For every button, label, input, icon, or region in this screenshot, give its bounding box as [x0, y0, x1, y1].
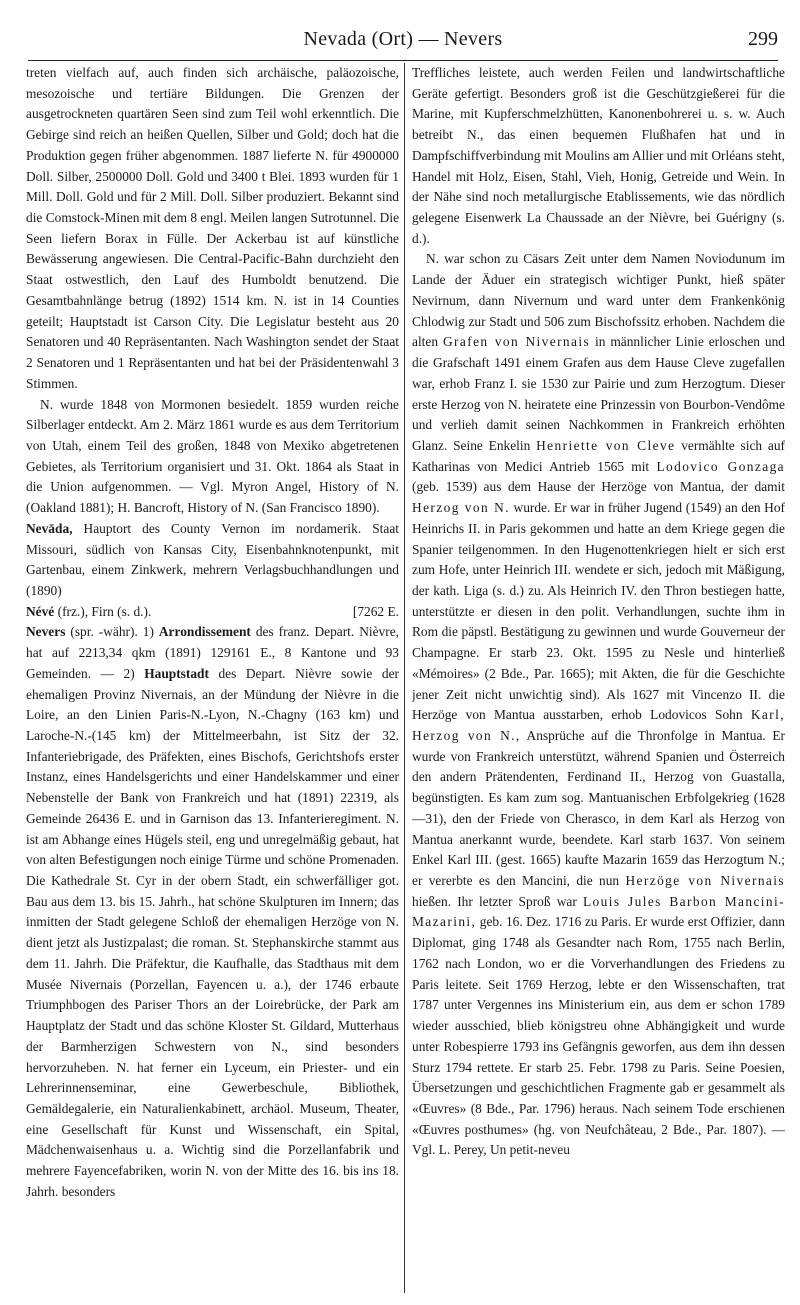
- subhead-hauptstadt: Hauptstadt: [144, 665, 209, 681]
- entry-text: (geb. 1539) aus dem Hause der Herzöge von Mantua, der damit: [412, 479, 785, 495]
- spaced-herzog-von-n: Herzog von N.: [412, 500, 510, 516]
- entry-text: des Depart. Nièvre sowie der ehemaligen Provinz Nivernais, an der Mündung der Nièvre in die Loire, an den Linien Paris-N.-Lyon, N.-Chagny (163 km) und Laroche-N.-(145 km) der Mittelmeerbahn, ist Sitz der 32. Infanteriebrigade, des Präfekten, eines Bischofs, Gerichtshofs erster Instanz, eines Handelsgerichts und einer Handelskammer und einer Nebenstelle der Bank von Frankreich und hat (1891) 22319, als Gemeinde 26436 E. und in Garnison das 13. Infanterieregiment. N. ist am Abhange eines Hügels steil, eng und unregelmäßig gebaut, hat von alten Befestigungen noch einige Türme und schöne Promenaden. Die Kathedrale St. Cyr in der obern Stadt, ein schwerfälliger got. Bau aus dem 13. bis 15. Jahrh., hat schöne Skulpturen im Innern; das inmitten der Stadt gelegene Schloß der ehemaligen Herzöge von N. dient jetzt als Justizpalast; die roman. St. Stephanskirche stammt aus dem 11. Jahrh. Die Präfektur, die Kaufhalle, das Stadthaus mit dem Musée Nivernais (Porzellan, Fayencen u. a.), der 1746 erbaute Triumphbogen des Pariser Thors an der Loirebrücke, der Park am Hauptplatz der Stadt und das schöne Kloster St. Gildard, Mutterhaus der Barmherzigen Schwestern von N., sind besonders hervorzuheben. N. hat ferner ein Lyceum, ein Priester- und ein Lehrerinnenseminar, eine Gewerbeschule, Bibliothek, Gemäldegalerie, ein Naturalienkabinett, archäol. Museum, Theater, eine Gesellschaft für Kunst und Wissenschaft, ein Spital, Mädchenwaisenhaus u. a. Wichtig sind die Porzellanfabrik und mehrere Fayencefabriken, worin N. von der Mitte des 16. bis ins 18. Jahrh. besonders: [26, 665, 399, 1199]
- nevers-history-paragraph: [412, 249, 785, 1161]
- entry-text: hießen. Ihr letzter Sproß war: [412, 893, 583, 909]
- entry-text: vermählte sich auf Katharinas von Medici Antrieb 1565 mit: [412, 437, 785, 474]
- entry-text: des franz. Depart. Nièvre, hat auf 2213,34 qkm (1891) 129161 E., 8 Kantone und 93 Gemeinden. — 2): [26, 624, 399, 681]
- spaced-grafen-von-nivernais: Grafen von Nivernais: [442, 334, 591, 350]
- entry-neve: [26, 602, 399, 623]
- entry-nevada-missouri: [26, 519, 399, 602]
- header-rule: [28, 60, 778, 61]
- right-column: [412, 63, 785, 1293]
- page-header: [28, 28, 778, 58]
- entry-text: N. war schon zu Cäsars Zeit unter dem Namen Noviodunum im Lande der Äduer ein strategisch wichtiger Punkt, hieß später Nevirnum, dann Nivernum und ward unter dem Frankenkönig Chlodwig zur Stadt und 506 zum Bischofssitz erhoben. Nachdem die alten: [412, 251, 785, 350]
- spaced-herzoege-von-nivernais: Herzöge von Nivernais: [625, 873, 785, 889]
- spaced-henriette-von-cleve: Henriette von Cleve: [536, 437, 676, 453]
- nevada-state-continuation: treten vielfach auf, auch finden sich archäische, paläozoische, mesozoische und tertiäre Bildungen. Die Grenzen der ausgetrockneten quartären Seen sind zum Teil wohl erkenntlich. Die Gebirge sind reich an heißen Quellen, Silber und Gold; doch hat die Produktion gegen früher abgenommen. 1887 lieferte N. für 4900000 Doll. Silber, 2500000 Doll. Gold und 3400 t Blei. 1893 wurden für 1 Mill. Doll. Gold und für 2 Mill. Doll. Silber produziert. Bekannt sind die Comstock-Minen mit dem 8 engl. Meilen langen Sutrotunnel. Die Seen liefern Borax in Fülle. Der Ackerbau ist auf künstliche Bewässerung angewiesen. Die Central-Pacific-Bahn durchzieht den Staat ostwestlich, den Lauf des Humboldt benutzend. Die Gesamtbahnlänge betrug (1892) 1514 km. N. ist in 14 Counties geteilt; Hauptstadt ist Carson City. Die Legislatur besteht aus 20 Senatoren und 40 Repräsentanten. Nach Washington sendet der Staat 2 Senatoren und 1 Repräsentanten und hat bei der Präsidentenwahl 3 Stimmen.: [26, 65, 399, 391]
- headword-nevada: Nevāda,: [26, 520, 73, 536]
- spaced-louis-jules-barbon: Louis Jules Barbon Mancini-Mazarini,: [412, 893, 785, 930]
- running-head: Nevada (Ort) — Nevers: [303, 28, 503, 50]
- headword-neve: Névé: [26, 603, 55, 619]
- entry-text: wurde. Er war in früher Jugend (1549) an den Hof Heinrichs II. in Paris gekommen und hatte an dem Kriege gegen die Spanier teilgenommen. In den Hugenottenkriegen hielt er sich erst zum Hofe, unter Heinrich III. wendete er sich, jedoch mit Mäßigung, der kath. Liga (s. d.) zu. Als Heinrich IV. den Thron bestiegen hatte, unterstützte er diesen in den polit. Verhandlungen, suchte ihm in Rom die päpstl. Bestätigung zu gewinnen und wurde Gouverneur der Champagne. Er starb 23. Okt. 1595 zu Nesle und hinterließ «Mémoires» (2 Bde., Par. 1665); mit Akten, die für die Geschichte jener Zeit nicht unwichtig sind). Als 1627 mit Vincenzo II. die Herzöge von Mantua ausstarben, erhob Lodovicos Sohn: [412, 500, 785, 723]
- headword-nevers: Nevers: [26, 624, 66, 640]
- spaced-lodovico-gonzaga: Lodovico Gonzaga: [656, 458, 785, 474]
- entry-text: Ansprüche auf die Thronfolge in Mantua. Er wurde von Frankreich unterstützt, während Spanien und Österreich den andern Prätendenten, Ferdinand II., Herzog von Guastalla, begünstigten. Es kam zum sog. Mantuanischen Erbfolgekrieg (1628—31), den der Friede von Cherasco, in dem Karl als Herzog von Mantua anerkannt wurde, beendete. Karl starb 1637. Von seinem Enkel Karl III. (gest. 1665) kaufte Mazarin 1659 das Herzogtum N.; er vererbte es den Mancini, die nun: [412, 728, 785, 889]
- entry-text: (spr. -währ). 1): [65, 624, 159, 640]
- nevada-history-paragraph: N. wurde 1848 von Mormonen besiedelt. 1859 wurden reiche Silberlager entdeckt. Am 2. März 1861 wurde es aus dem Territorium von Utah, einem Teil des großen, 1848 von Mexiko abgetretenen Gebietes, als Territorium organisiert und 31. Okt. 1864 als Staat in die Union aufgenommen. — Vgl. Myron Angel, History of N. (Oakland 1881); H. Bancroft, History of N. (San Francisco 1890).: [26, 396, 399, 516]
- nevers-industry-paragraph: Treffliches leistete, auch werden Feilen und landwirtschaftliche Geräte gefertigt. Besonders groß ist die Geschützgießerei für die Marine, mit Kupferschmelzhütten, Kanonenbohrerei u. s. w. Auch betreibt N., das einen bequemen Flußhafen hat und in Dampfschiffverbindung mit Moulins am Allier und mit Orléans steht, Handel mit Holz, Eisen, Stahl, Vieh, Honig, Getreide und Wein. In der Nähe sind noch metallurgische Etablissements, wie das nördlich gelegene Eisenwerk La Chaussade an der Nièvre, bei Guérigny (s. d.).: [412, 65, 785, 246]
- page-number: 299: [748, 28, 778, 50]
- population-continuation: [7262 E.: [352, 603, 399, 619]
- entry-text: geb. 16. Dez. 1716 zu Paris. Er wurde erst Offizier, dann Diplomat, ging 1748 als Gesandter nach Rom, 1755 nach Berlin, 1762 nach London, wo er die Vorverhandlungen des Friedens zu Paris leitete. Seit 1769 Herzog, lebte er den Wissenschaften, trat 1787 unter Vergennes ins Ministerium ein, aus dem er schon 1789 wieder ausschied, blieb königstreu ohne Abhängigkeit und wurde unter Robespierre 1793 ins Gefängnis geworfen, aus dem ihn dessen Sturz 1794 rettete. Er starb 25. Febr. 1798 zu Paris. Seine Poesien, Übersetzungen und geschichtlichen Fragmente gab er gesammelt als «Œuvres» (8 Bde., Par. 1796) heraus. Nach seinem Tode erschienen «Œuvres posthumes» (hg. von Neufchâteau, 2 Bde., Par. 1807). — Vgl. L. Perey, Un petit-neveu: [412, 914, 785, 1158]
- entry-text: in männlicher Linie erloschen und die Grafschaft 1491 einem Grafen aus dem Hause Cleve zugefallen war, erhob Franz I. sie 1530 zur Pairie und zum Herzogtum. Dieser erste Herzog von N. heiratete eine Prinzessin von Bourbon-Vendôme und verlieh damit seinen Nachkommen in Frankreich erhöhten Glanz. Seine Enkelin: [412, 334, 785, 453]
- column-divider: [404, 63, 405, 1293]
- subhead-arrondissement: Arrondissement: [158, 624, 251, 640]
- entry-text: (frz.), Firn (s. d.).: [54, 603, 152, 619]
- spaced-karl-herzog-von-n: Karl, Herzog von N.,: [412, 707, 785, 743]
- left-column: [26, 63, 399, 1293]
- entry-nevers: [26, 622, 399, 1202]
- entry-text: Hauptort des County Vernon im nordamerik. Staat Missouri, südlich von Kansas City, Eisenbahnknotenpunkt, mit Gartenbau, einem Zinkwerk, mehrern Verlagsbuchhandlungen und (1890): [26, 520, 399, 598]
